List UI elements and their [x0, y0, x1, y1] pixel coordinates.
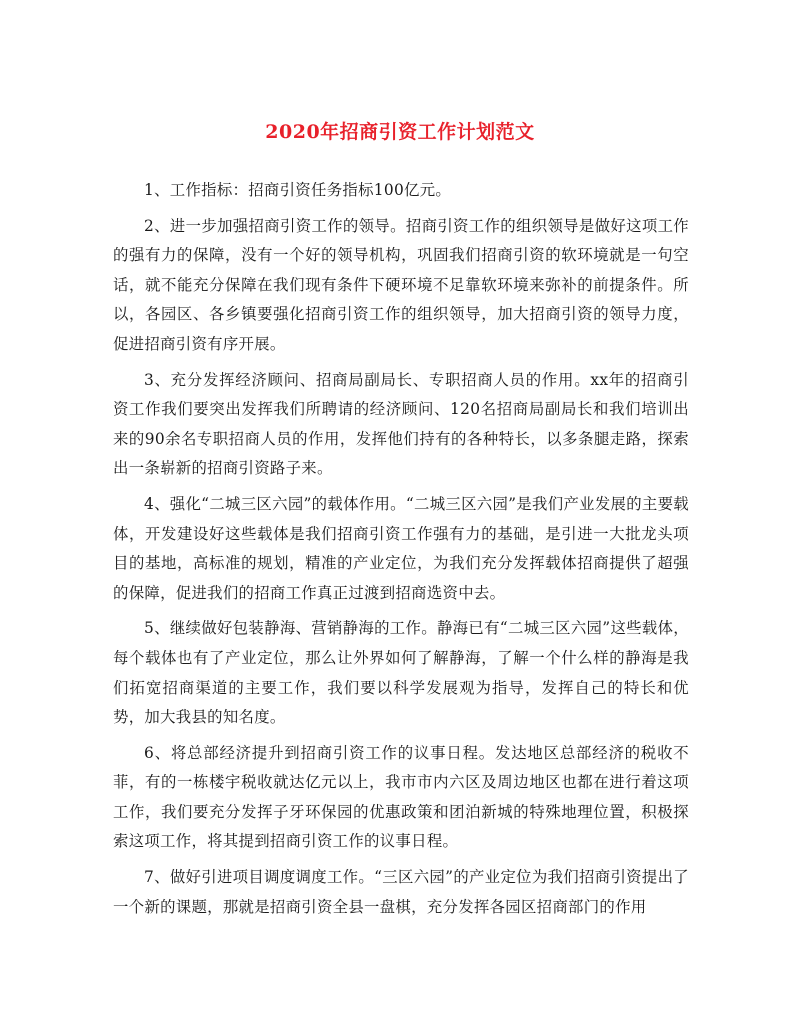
paragraph-7: 7、做好引进项目调度调度工作。“三区六园”的产业定位为我们招商引资提出了一个新的课题，那就是招商引资全县一盘棋，充分发挥各园区招商部门的作用: [113, 868, 689, 916]
document-body: [113, 176, 689, 928]
paragraph-6: 6、将总部经济提升到招商引资工作的议事日程。发达地区总部经济的税收不菲，有的一栋楼宇税收就达亿元以上，我市市内六区及周边地区也都在进行着这项工作，我们要充分发挥子牙环保园的优惠政策和团泊新城的特殊地理位置，积极探索这项工作，将其提到招商引资工作的议事日程。: [113, 743, 689, 851]
paragraph-1: 1、工作指标：招商引资任务指标100亿元。: [144, 181, 452, 199]
document-title: 2020年招商引资工作计划范文: [265, 121, 535, 143]
paragraph-4: 4、强化“二城三区六园”的载体作用。“二城三区六园”是我们产业发展的主要载体，开发建设好这些载体是我们招商引资工作强有力的基础，是引进一大批龙头项目的基地，高标准的规划，精准的产业定位，为我们充分发挥载体招商提供了超强的保障，促进我们的招商工作真正过渡到招商选资中去。: [113, 494, 689, 602]
paragraph-2: 2、进一步加强招商引资工作的领导。招商引资工作的组织领导是做好这项工作的强有力的保障，没有一个好的领导机构，巩固我们招商引资的软环境就是一句空话，就不能充分保障在我们现有条件下硬环境不足靠软环境来弥补的前提条件。所以，各园区、各乡镇要强化招商引资工作的组织领导，加大招商引资的领导力度，促进招商引资有序开展。: [113, 216, 689, 353]
paragraph-3: 3、充分发挥经济顾问、招商局副局长、专职招商人员的作用。xx年的招商引资工作我们要突出发挥我们所聘请的经济顾问、120名招商局副局长和我们培训出来的90余名专职招商人员的作用，发挥他们持有的各种特长，以多条腿走路，探索出一条崭新的招商引资路子来。: [113, 370, 689, 478]
paragraph-5: 5、继续做好包装静海、营销静海的工作。静海已有“二城三区六园”这些载体，每个载体也有了产业定位，那么让外界如何了解静海，了解一个什么样的静海是我们拓宽招商渠道的主要工作，我们要以科学发展观为指导，发挥自己的特长和优势，加大我县的知名度。: [113, 619, 689, 727]
